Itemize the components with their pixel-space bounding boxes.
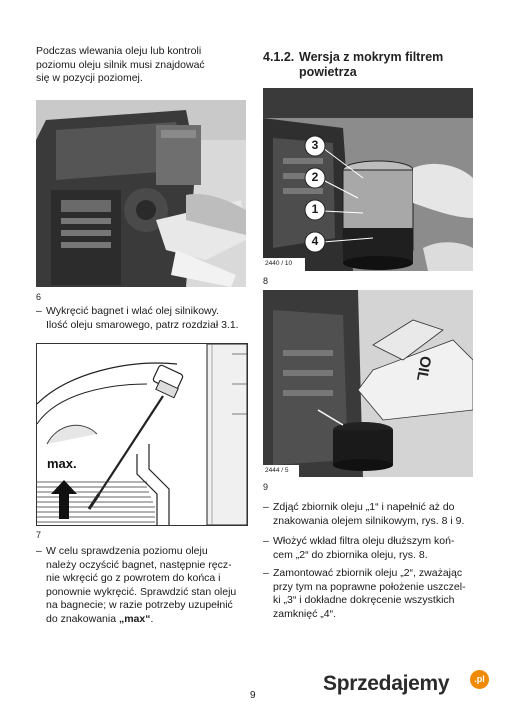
callout-2: 2 <box>311 170 319 184</box>
bullet-line: Zdjąć zbiornik oleju „1“ i napełnić aż do <box>273 501 455 513</box>
intro-line: Podczas wlewania oleju lub kontroli <box>36 45 202 57</box>
bullet-text: . <box>150 612 154 625</box>
bullet-dash: – <box>263 535 269 547</box>
figure-7-dipstick-drawing <box>36 343 248 526</box>
section-heading <box>263 50 493 82</box>
bullet-line: Włożyć wkład filtra oleju dłuższym koń- <box>273 535 455 547</box>
brand-tld-badge: .pl <box>470 670 489 689</box>
right-bullet-3 <box>263 567 503 621</box>
intro-line: poziomu oleju silnik musi znajdować <box>36 58 205 71</box>
figure-9-caption: 9 <box>263 482 269 492</box>
bullet-line: ponownie wykręcić. Sprawdzić stan oleju <box>46 585 237 598</box>
bullet-line: ki „3“ i dokładne dokręcenie wszystkich <box>273 594 455 607</box>
bullet-line-last <box>46 613 276 627</box>
oil-can-text: OIL <box>412 354 435 383</box>
bullet-line: zamknięć „4“. <box>273 607 337 620</box>
figure-8-air-filter-photo <box>263 88 473 271</box>
bullet-text: do znakowania <box>46 612 119 625</box>
bullet-line: przy tym na poprawne położenie uszczel- <box>273 580 466 593</box>
page-number: 9 <box>250 690 256 701</box>
figure-6-caption: 6 <box>36 292 42 302</box>
callout-4: 4 <box>311 234 319 248</box>
bullet-dash: – <box>263 567 269 579</box>
figure-9-code: 2444 / 5 <box>265 467 289 474</box>
brand-watermark: Sprzedajemy <box>323 672 450 695</box>
bullet-line: Zamontować zbiornik oleju „2“, zważając <box>273 567 463 579</box>
intro-line: się w pozycji poziomej. <box>36 72 143 85</box>
callout-3: 3 <box>311 138 319 152</box>
bullet-line: cem „2“ do zbiornika oleju, rys. 8. <box>273 548 428 561</box>
oil-fill-photo-image <box>263 290 473 477</box>
figure-9-oil-fill-photo <box>263 290 473 477</box>
bullet-dash: – <box>263 501 269 513</box>
max-level-label: max. <box>47 456 77 471</box>
engine-photo-image <box>36 100 246 287</box>
bullet-line: znakowania olejem silnikowym, rys. 8 i 9. <box>273 514 465 527</box>
air-filter-photo-image <box>263 88 473 271</box>
right-bullet-1 <box>263 501 503 528</box>
figure-8-code: 2440 / 10 <box>265 260 293 267</box>
section-title: Wersja z mokrym filtrem powietrza <box>299 50 444 79</box>
right-bullet-2 <box>263 535 503 562</box>
bullet-line: Wykręcić bagnet i wlać olej silnikowy. <box>46 305 220 317</box>
left-bullet-1 <box>36 305 266 332</box>
figure-8-caption: 8 <box>263 276 269 286</box>
figure-6-engine-photo <box>36 100 246 287</box>
callout-1: 1 <box>311 202 319 216</box>
bullet-dash: – <box>36 305 42 317</box>
bullet-line: należy oczyścić bagnet, następnie ręcz- <box>46 558 232 571</box>
figure-7-caption: 7 <box>36 530 42 540</box>
bullet-line: nie wkręcić go z powrotem do końca i <box>46 572 221 585</box>
max-emphasis: „max“ <box>118 612 151 625</box>
bullet-line: Ilość oleju smarowego, patrz rozdział 3.1. <box>46 318 239 331</box>
section-number: 4.1.2. <box>263 50 295 64</box>
left-bullet-2 <box>36 545 276 627</box>
bullet-line: W celu sprawdzenia poziomu oleju <box>46 545 208 557</box>
bullet-dash: – <box>36 545 42 557</box>
dipstick-drawing-image <box>37 344 247 525</box>
bullet-line: na bagnecie; w razie potrzeby uzupełnić <box>46 599 233 612</box>
intro-paragraph <box>36 45 236 86</box>
